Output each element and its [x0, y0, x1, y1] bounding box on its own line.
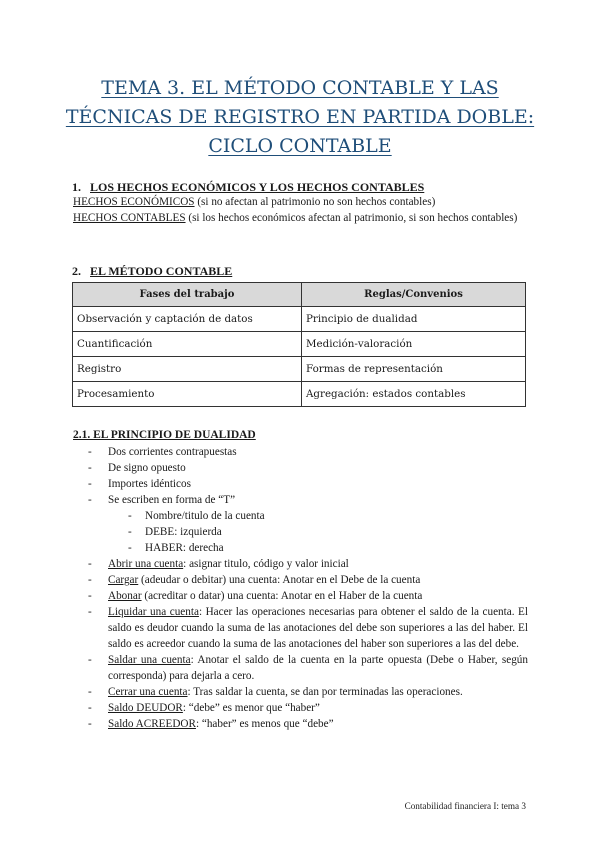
dash-bullet: -: [88, 462, 92, 474]
list-item-text: (adeudar o debitar) una cuenta: Anotar en el Debe de la cuenta: [138, 574, 421, 586]
list-item: [73, 492, 528, 508]
list-item-text: De signo opuesto: [108, 462, 186, 474]
table-cell: Registro: [73, 357, 302, 382]
section-1-title: LOS HECHOS ECONÓMICOS Y LOS HECHOS CONTABLES: [90, 180, 425, 194]
list-item-text: : Anotar el saldo de la cuenta en la parte opuesta (Debe o Haber, según corresponda) para dejarla a cero.: [108, 654, 528, 682]
list-item-text: : Tras saldar la cuenta, se dan por terminadas las operaciones.: [187, 686, 463, 698]
page-footer: Contabilidad financiera I: tema 3: [404, 801, 526, 811]
list-item-term: Abrir una cuenta: [108, 558, 184, 570]
title-line-3: CICLO CONTABLE: [208, 135, 392, 157]
table-row: [73, 357, 526, 382]
table-row: [73, 332, 526, 357]
list-item-text: : Hacer las operaciones necesarias para obtener el saldo de la cuenta. El saldo es deudor cuando la suma de las anotaciones del debe son superiores a las del haber. El saldo es acreedor cuando la suma de las anotaciones del haber son superiores a las del debe.: [108, 606, 528, 650]
section-2-title: EL MÉTODO CONTABLE: [90, 264, 233, 278]
list-item: [73, 684, 528, 700]
list-item: [73, 444, 528, 460]
section-1-number: 1.: [72, 180, 81, 194]
table-row: [73, 382, 526, 407]
table-cell: Procesamiento: [73, 382, 302, 407]
list-item: [73, 460, 528, 476]
sub-list-item: [73, 508, 528, 524]
document-title: [40, 74, 560, 161]
list-item-text: Nombre/titulo de la cuenta: [145, 510, 265, 522]
list-item-text: DEBE: izquierda: [145, 526, 222, 538]
list-item-term: Abonar: [108, 590, 142, 602]
dash-bullet: -: [88, 590, 92, 602]
list-item-text: (acreditar o datar) una cuenta: Anotar en el Haber de la cuenta: [141, 590, 423, 602]
list-item-term: Saldo ACREEDOR: [108, 718, 196, 730]
dash-bullet: -: [128, 542, 132, 554]
dash-bullet: -: [88, 558, 92, 570]
dash-bullet: -: [88, 478, 92, 490]
title-line-2: TÉCNICAS DE REGISTRO EN PARTIDA DOBLE:: [65, 106, 535, 128]
list-item-text: Dos corrientes contrapuestas: [108, 446, 237, 458]
list-item-term: Saldar una cuenta: [108, 654, 191, 666]
dash-bullet: -: [88, 574, 92, 586]
list-item-text: Importes idénticos: [108, 478, 191, 490]
list-item-term: Liquidar una cuenta: [108, 606, 199, 618]
table-cell: Principio de dualidad: [302, 307, 526, 332]
list-item: [73, 700, 528, 716]
table-cell: Medición-valoración: [302, 332, 526, 357]
dash-bullet: -: [88, 446, 92, 458]
hechos-economicos-term: HECHOS ECONÓMICOS: [73, 196, 195, 208]
hechos-contables-line: [73, 211, 528, 227]
dash-bullet: -: [88, 718, 92, 730]
table-row: [73, 307, 526, 332]
table-cell: Cuantificación: [73, 332, 302, 357]
list-item: [73, 556, 528, 572]
section-2-number: 2.: [72, 264, 81, 278]
table-header-cell: Fases del trabajo: [73, 283, 302, 307]
dash-bullet: -: [88, 686, 92, 698]
list-item: [73, 588, 528, 604]
section-2-heading: [72, 264, 233, 279]
title-line-1: TEMA 3. EL MÉTODO CONTABLE Y LAS: [101, 77, 499, 99]
list-item-text: Se escriben en forma de “T”: [108, 494, 236, 506]
section-2-1-heading: 2.1. EL PRINCIPIO DE DUALIDAD: [73, 429, 256, 441]
section-1-heading: [72, 180, 425, 195]
dash-bullet: -: [88, 494, 92, 506]
table-cell: Agregación: estados contables: [302, 382, 526, 407]
table-header-row: [73, 283, 526, 307]
dash-bullet: -: [88, 654, 92, 666]
list-item-text: : asignar titulo, código y valor inicial: [183, 558, 349, 570]
table-cell: Formas de representación: [302, 357, 526, 382]
hechos-economicos-line: [73, 195, 528, 211]
hechos-contables-desc: (si los hechos económicos afectan al patrimonio, si son hechos contables): [185, 211, 518, 224]
list-item: [73, 572, 528, 588]
sub-list-item: [73, 540, 528, 556]
dash-bullet: -: [128, 526, 132, 538]
hechos-economicos-desc: (si no afectan al patrimonio no son hechos contables): [194, 196, 436, 208]
table-header-cell: Reglas/Convenios: [302, 283, 526, 307]
list-item: [73, 716, 528, 732]
list-item-text: : “debe” es menor que “haber”: [182, 702, 320, 714]
hechos-contables-term: HECHOS CONTABLES: [73, 211, 186, 224]
section-1-body: [73, 195, 528, 226]
dash-bullet: -: [88, 702, 92, 714]
list-item: [73, 604, 528, 652]
list-item-term: Saldo DEUDOR: [108, 702, 183, 714]
list-item: [73, 476, 528, 492]
list-item-term: Cerrar una cuenta: [108, 686, 188, 698]
list-item: [73, 652, 528, 684]
dualidad-list: [73, 444, 528, 732]
method-table: [72, 282, 526, 407]
list-item-text: HABER: derecha: [145, 542, 224, 554]
dash-bullet: -: [128, 510, 132, 522]
table-cell: Observación y captación de datos: [73, 307, 302, 332]
sub-list-item: [73, 524, 528, 540]
list-item-term: Cargar: [108, 574, 139, 586]
dash-bullet: -: [88, 606, 92, 618]
list-item-text: : “haber” es menos que “debe”: [195, 718, 334, 730]
